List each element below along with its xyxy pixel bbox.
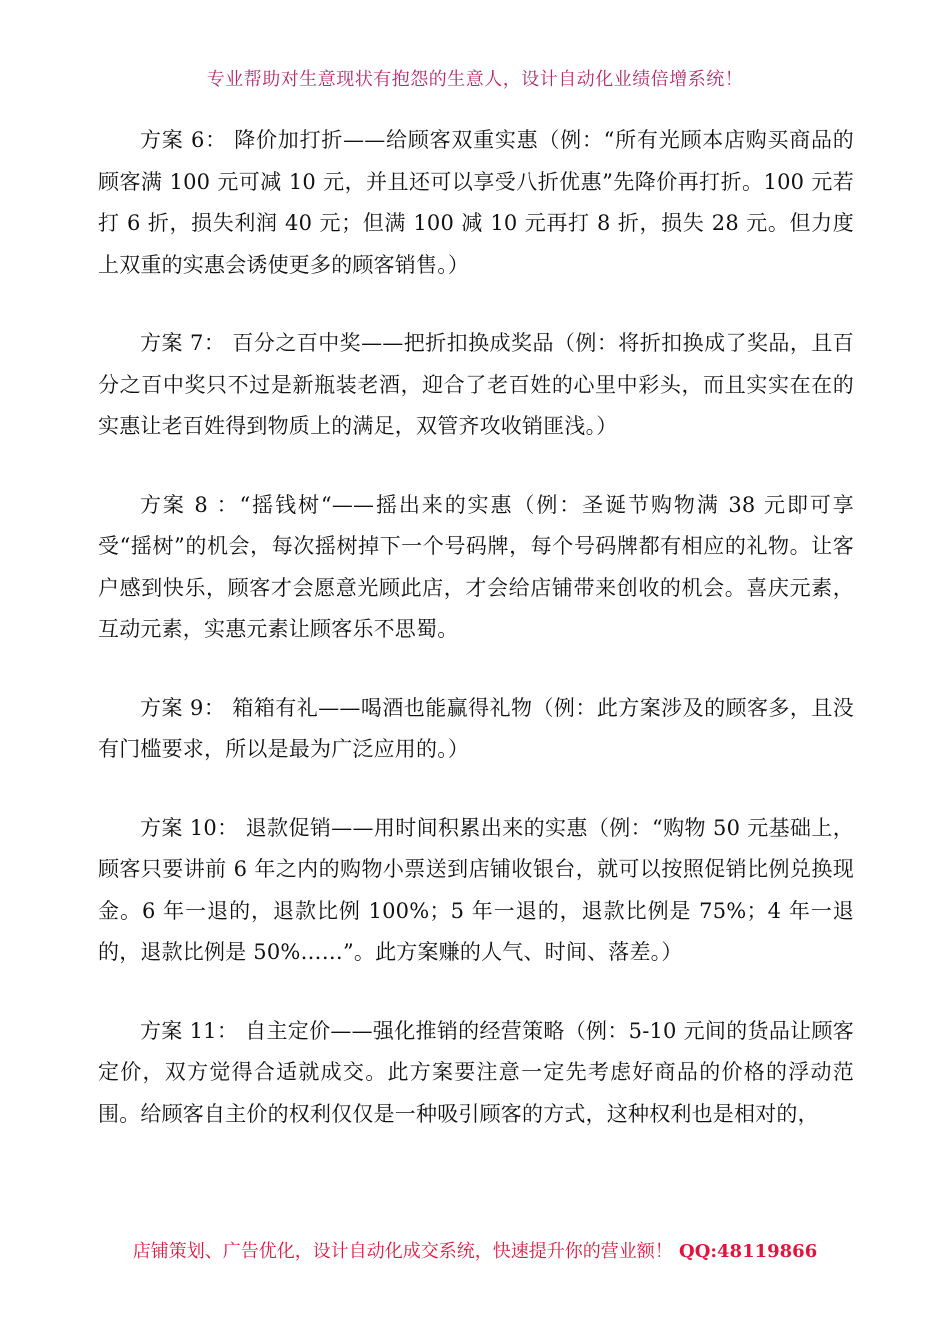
page-footer: [0, 1238, 950, 1266]
paragraph-plan-10: 方案 10： 退款促销——用时间积累出来的实惠（例：“购物 50 元基础上，顾客只要讲前 6 年之内的购物小票送到店铺收银台，就可以按照促销比例兑换现金。6 年一退的，退款比例 100%；5 年一退的，退款比例是 75%；4 年一退的，退款比例是 50%……”。此方案赚的人气、时间、落差。）: [98, 815, 854, 964]
document-body: [98, 120, 854, 1135]
footer-text: 店铺策划、广告优化，设计自动化成交系统，快速提升你的营业额！: [132, 1241, 673, 1262]
header-text: 专业帮助对生意现状有抱怨的生意人，设计自动化业绩倍增系统！: [206, 69, 744, 90]
paragraph-plan-9: 方案 9： 箱箱有礼——喝酒也能赢得礼物（例：此方案涉及的顾客多，且没有门槛要求，所以是最为广泛应用的。）: [98, 695, 854, 761]
paragraph-plan-8: 方案 8 ：“摇钱树“——摇出来的实惠（例：圣诞节购物满 38 元即可享受“摇树”的机会，每次摇树掉下一个号码牌，每个号码牌都有相应的礼物。让客户感到快乐，顾客才会愿意光顾此店，才会给店铺带来创收的机会。喜庆元素，互动元素，实惠元素让顾客乐不思蜀。: [98, 492, 854, 641]
page-header: [0, 66, 950, 94]
footer-qq: QQ:48119866: [679, 1241, 818, 1262]
paragraph-plan-7: 方案 7： 百分之百中奖——把折扣换成奖品（例：将折扣换成了奖品，且百分之百中奖只不过是新瓶装老酒，迎合了老百姓的心里中彩头，而且实实在在的实惠让老百姓得到物质上的满足，双管齐攻收销匪浅。）: [98, 331, 854, 438]
paragraph-plan-6: 方案 6： 降价加打折——给顾客双重实惠（例：“所有光顾本店购买商品的顾客满 100 元可减 10 元，并且还可以享受八折优惠”先降价再打折。100 元若打 6 折，损失利润 40 元；但满 100 减 10 元再打 8 折，损失 28 元。但力度上双重的实惠会诱使更多的顾客销售。）: [98, 128, 854, 277]
paragraph-plan-11: 方案 11： 自主定价——强化推销的经营策略（例：5-10 元间的货品让顾客定价，双方觉得合适就成交。此方案要注意一定先考虑好商品的价格的浮动范围。给顾客自主价的权利仅仅是一种吸引顾客的方式，这种权利也是相对的，: [98, 1018, 854, 1126]
